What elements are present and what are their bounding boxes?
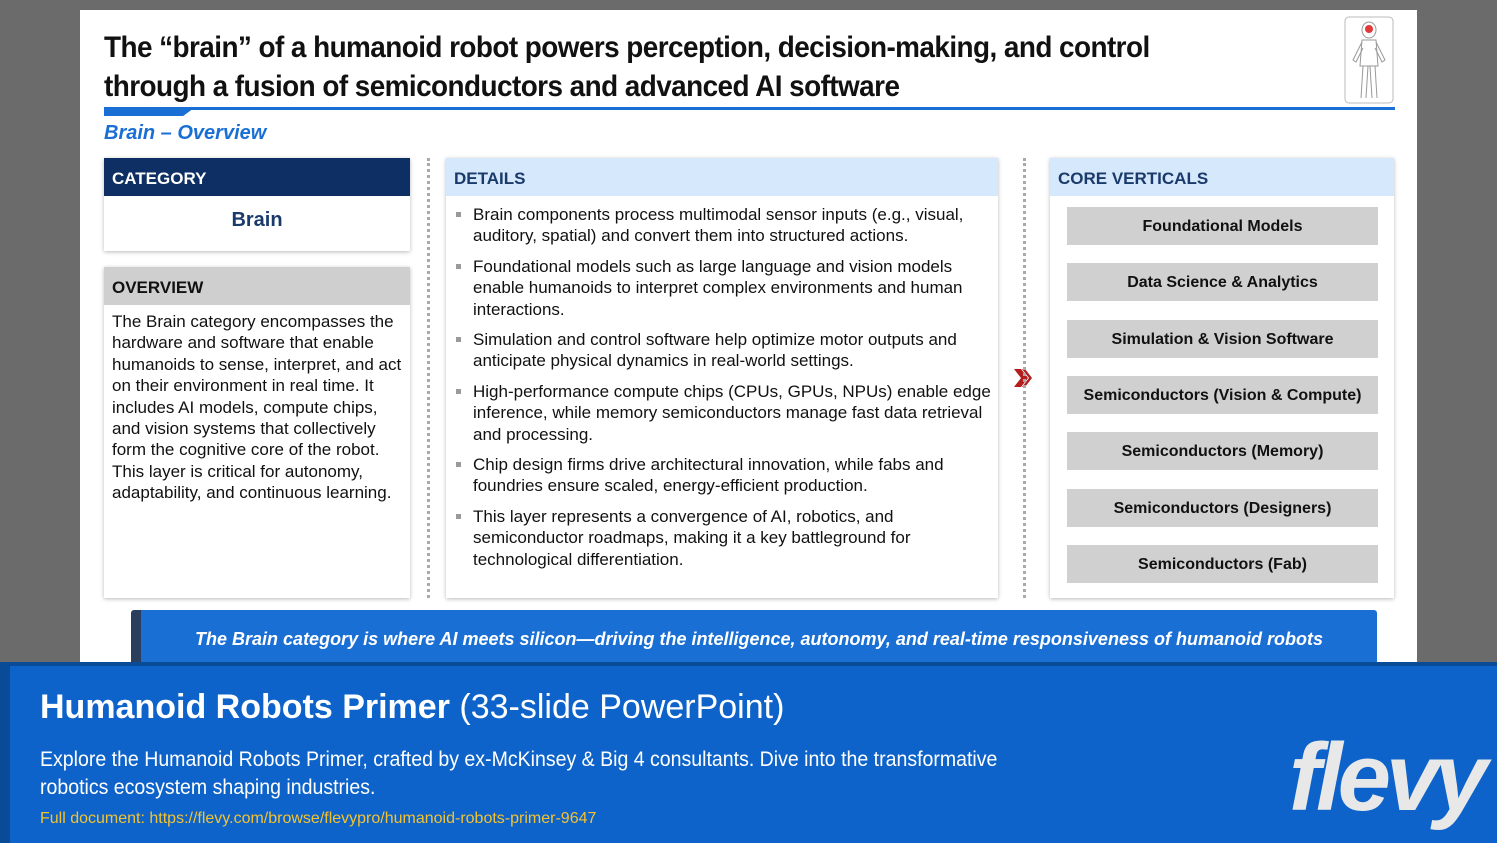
vertical-semis-designers: Semiconductors (Designers) [1067, 489, 1378, 527]
section-subtitle: Brain – Overview [104, 122, 267, 144]
category-value: Brain [231, 209, 283, 231]
details-item: High-performance compute chips (CPUs, GPUs, NPUs) enable edge inference, while memory semiconductors manage fast data retrieval and processing. [454, 381, 992, 445]
vertical-data-science: Data Science & Analytics [1067, 263, 1378, 301]
vertical-semis-fab: Semiconductors (Fab) [1067, 545, 1378, 583]
details-item: Brain components process multimodal sensor inputs (e.g., visual, auditory, spatial) and convert them into structured actions. [454, 204, 992, 247]
vertical-foundational-models: Foundational Models [1067, 207, 1378, 245]
divider-left [427, 158, 430, 598]
category-header: CATEGORY [104, 158, 410, 196]
footer-title-rest: (33-slide PowerPoint) [459, 688, 785, 726]
details-header: DETAILS [446, 158, 998, 196]
footer-description: Explore the Humanoid Robots Primer, crafted by ex-McKinsey & Big 4 consultants. Dive into the transformative robotics ecosystem shaping industries. [40, 748, 998, 799]
details-list [446, 196, 998, 570]
core-verticals-header: CORE VERTICALS [1050, 158, 1394, 196]
banner-text: The Brain category is where AI meets silicon—driving the intelligence, autonomy, and real-time responsiveness of humanoid robots [195, 629, 1323, 649]
key-takeaway-banner [131, 610, 1377, 670]
details-item: Simulation and control software help optimize motor outputs and anticipate physical dynamics in real-world settings. [454, 329, 992, 372]
footer-title-bold: Humanoid Robots Primer [40, 688, 450, 726]
category-panel [104, 158, 410, 251]
footer-left-stripe [0, 662, 10, 843]
details-panel [446, 158, 998, 598]
flevy-logo[interactable]: flevy [1289, 724, 1483, 831]
overview-text: The Brain category encompasses the hardware and software that enable humanoids to sense, interpret, and act on their environment in real time. It includes AI models, compute chips, and vision systems that collectively form the cognitive core of the robot. This layer is critical for autonomy, adaptability, and continuous learning. [112, 312, 402, 503]
footer-document-link[interactable]: Full document: https://flevy.com/browse/flevypro/humanoid-robots-primer-9647 [40, 810, 597, 827]
details-item: This layer represents a convergence of AI, robotics, and semiconductor roadmaps, making it a key battleground for technological differentiation. [454, 506, 992, 570]
slide-title: The “brain” of a humanoid robot powers perception, decision-making, and control through a fusion of semiconductors and advanced AI software [104, 31, 1150, 103]
vertical-semis-memory: Semiconductors (Memory) [1067, 432, 1378, 470]
vertical-semis-vision-compute: Semiconductors (Vision & Compute) [1067, 376, 1378, 414]
footer-top-edge [0, 662, 1497, 666]
details-item: Chip design firms drive architectural innovation, while fabs and foundries ensure scaled, energy-efficient production. [454, 454, 992, 497]
slide [80, 10, 1417, 670]
overview-header: OVERVIEW [104, 267, 410, 305]
details-item: Foundational models such as large language and vision models enable humanoids to interpret complex environments and human interactions. [454, 256, 992, 320]
footer-title [40, 688, 784, 727]
title-rule [104, 107, 1395, 110]
title-rule-accent [104, 108, 194, 116]
vertical-simulation-vision: Simulation & Vision Software [1067, 320, 1378, 358]
divider-right [1023, 158, 1026, 598]
overview-panel [104, 267, 410, 598]
core-verticals-panel [1050, 158, 1394, 598]
humanoid-robot-icon [1344, 16, 1394, 104]
